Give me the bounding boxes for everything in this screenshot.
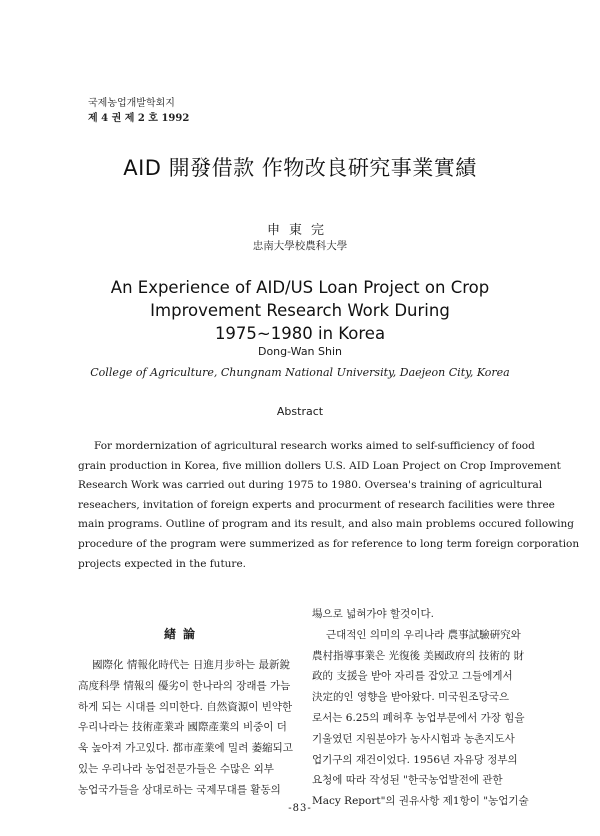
body-right-column	[312, 604, 556, 812]
korean-author: 申東完	[266, 223, 333, 238]
body-line: 政的 支援을 받아 자리를 잡았고 그들에게서	[312, 670, 513, 683]
body-line: 욱 높아져 가고있다. 都市產業에 밀려 萎縮되고	[78, 742, 293, 755]
abstract-line: grain production in Korea, five million dollers U.S. AID Loan Project on Crop Improvement	[78, 459, 561, 472]
body-line: 國際化 情報化時代는 日進月步하는 最新銳	[92, 659, 290, 671]
body-line: 하게 되는 시대를 의미한다. 自然資源이 빈약한	[78, 700, 293, 713]
body-line: 농업국가들을 상대로하는 국제무대를 활동의	[78, 783, 281, 796]
journal-name: 국제농업개발학회지	[88, 98, 175, 109]
page-number: -83-	[288, 803, 312, 814]
english-title	[60, 276, 540, 345]
body-left-column	[78, 655, 300, 801]
abstract-line: For mordernization of agricultural research works aimed to self-sufficiency of food	[94, 440, 535, 452]
body-line: 場으로 넓혀가야 할것이다.	[312, 608, 434, 620]
abstract-heading: Abstract	[276, 405, 324, 418]
english-affiliation: College of Agriculture, Chungnam National University, Daejeon City, Korea	[90, 366, 510, 379]
english-title-line-2: Improvement Research Work During	[150, 301, 450, 320]
english-author: Dong-Wan Shin	[257, 345, 343, 358]
body-line: 업기구의 재건이었다. 1956년 자유당 정부의	[312, 753, 518, 766]
body-line: 高度科學 情報의 優劣이 한나라의 장래를 가늠	[78, 679, 291, 692]
section-heading: 緖論	[163, 627, 202, 641]
abstract-line: projects expected in the future.	[78, 557, 246, 570]
body-line: 로서는 6.25의 폐허후 농업부문에서 가장 힘을	[312, 711, 525, 724]
body-line: 기울였던 지원분야가 농사시험과 농촌지도사	[312, 732, 515, 745]
body-line: 근대적인 의미의 우리나라 農事試驗硏究와	[326, 628, 521, 641]
body-line: 農村指導事業은 光復後 美國政府의 技術的 財	[312, 649, 525, 662]
body-line: 요청에 따라 작성된 "한국농업발전에 관한	[312, 774, 503, 787]
abstract-body	[78, 437, 580, 574]
journal-header	[88, 96, 189, 126]
korean-title: AID 開發借款 作物改良硏究事業實績	[123, 156, 477, 180]
body-line: 決定的인 영향을 받아왔다. 미국원조당국으	[312, 691, 509, 704]
english-title-line-1: An Experience of AID/US Loan Project on Crop	[110, 278, 490, 297]
abstract-line: procedure of the program were summerized as for reference to long term foreign corporation	[78, 537, 580, 550]
journal-volume: 제 4 권 제 2 호 1992	[88, 113, 190, 124]
abstract-line: main programs. Outline of program and its result, and also main problems occured following	[78, 518, 574, 531]
korean-affiliation: 忠南大學校農科大學	[252, 240, 348, 252]
body-line: Macy Report"의 권유사항 제1항이 "농업기술	[312, 795, 529, 808]
english-title-line-3: 1975∼1980 in Korea	[214, 324, 386, 343]
abstract-line: reseachers, invitation of foreign experts and procurment of research facilities were three	[78, 498, 555, 511]
abstract-line: Research Work was carried out during 1975 to 1980. Oversea's training of agricultural	[78, 479, 543, 492]
body-line: 있는 우리나라 농업전문가들은 수많은 외부	[78, 762, 274, 775]
body-line: 우리나라는 技術產業과 國際產業의 비중이 더	[78, 721, 287, 734]
